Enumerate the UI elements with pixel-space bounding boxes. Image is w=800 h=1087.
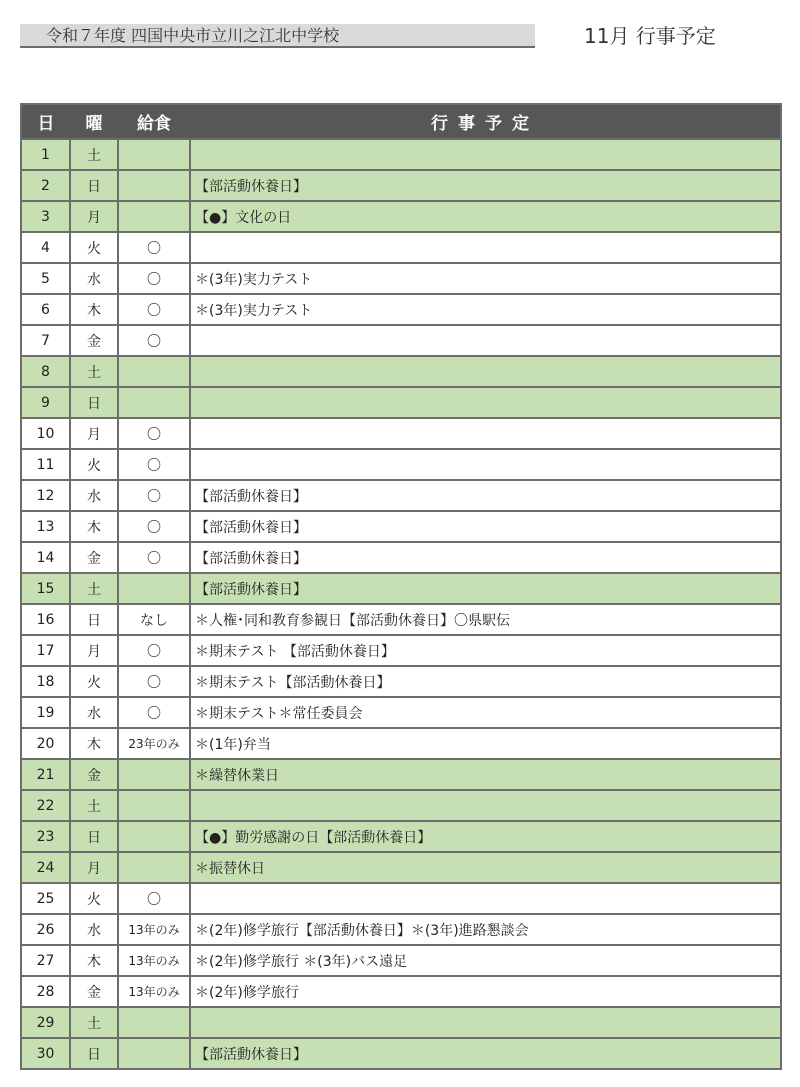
table-row — [21, 387, 781, 418]
weekday-cell: 月 — [70, 852, 118, 883]
day-cell: 8 — [21, 356, 70, 387]
event-cell — [190, 1007, 781, 1038]
table-row — [21, 480, 781, 511]
event-cell: 【部活動休養日】 — [190, 480, 781, 511]
lunch-cell — [118, 139, 190, 170]
table-row — [21, 263, 781, 294]
table-row — [21, 635, 781, 666]
weekday-cell: 火 — [70, 449, 118, 480]
table-row — [21, 852, 781, 883]
event-cell: ＊(2年)修学旅行【部活動休養日】＊(3年)進路懇談会 — [190, 914, 781, 945]
day-cell: 1 — [21, 139, 70, 170]
event-cell: ＊人権･同和教育参観日【部活動休養日】〇県駅伝 — [190, 604, 781, 635]
table-row — [21, 976, 781, 1007]
weekday-cell: 月 — [70, 201, 118, 232]
weekday-cell: 土 — [70, 139, 118, 170]
lunch-cell: 13年のみ — [118, 945, 190, 976]
lunch-cell: 23年のみ — [118, 728, 190, 759]
lunch-cell: 〇 — [118, 883, 190, 914]
table-row — [21, 232, 781, 263]
column-header-event: 行事予定 — [190, 104, 781, 139]
event-cell: 【●】文化の日 — [190, 201, 781, 232]
event-cell — [190, 790, 781, 821]
lunch-cell: 13年のみ — [118, 914, 190, 945]
weekday-cell: 金 — [70, 976, 118, 1007]
lunch-cell: 〇 — [118, 294, 190, 325]
column-header-lunch: 給食 — [118, 104, 190, 139]
table-row — [21, 1038, 781, 1069]
day-cell: 26 — [21, 914, 70, 945]
event-cell: ＊(1年)弁当 — [190, 728, 781, 759]
weekday-cell: 日 — [70, 821, 118, 852]
lunch-cell: 〇 — [118, 697, 190, 728]
weekday-cell: 木 — [70, 294, 118, 325]
day-cell: 14 — [21, 542, 70, 573]
lunch-cell — [118, 1038, 190, 1069]
weekday-cell: 日 — [70, 170, 118, 201]
lunch-cell — [118, 1007, 190, 1038]
day-cell: 25 — [21, 883, 70, 914]
day-cell: 21 — [21, 759, 70, 790]
day-cell: 7 — [21, 325, 70, 356]
table-row — [21, 170, 781, 201]
day-cell: 29 — [21, 1007, 70, 1038]
weekday-cell: 木 — [70, 728, 118, 759]
table-row — [21, 573, 781, 604]
lunch-cell — [118, 201, 190, 232]
lunch-cell — [118, 170, 190, 201]
day-cell: 4 — [21, 232, 70, 263]
table-body — [21, 139, 781, 1069]
weekday-cell: 金 — [70, 542, 118, 573]
table-row — [21, 945, 781, 976]
day-cell: 16 — [21, 604, 70, 635]
day-cell: 10 — [21, 418, 70, 449]
table-row — [21, 728, 781, 759]
event-cell: ＊期末テスト【部活動休養日】 — [190, 666, 781, 697]
table-header-row — [21, 104, 781, 139]
table-row — [21, 790, 781, 821]
table-row — [21, 542, 781, 573]
weekday-cell: 水 — [70, 914, 118, 945]
table-row — [21, 511, 781, 542]
table-row — [21, 821, 781, 852]
lunch-cell: 〇 — [118, 480, 190, 511]
lunch-cell — [118, 759, 190, 790]
day-cell: 3 — [21, 201, 70, 232]
lunch-cell: 〇 — [118, 418, 190, 449]
event-cell: ＊振替休日 — [190, 852, 781, 883]
weekday-cell: 火 — [70, 883, 118, 914]
table-row — [21, 294, 781, 325]
day-cell: 6 — [21, 294, 70, 325]
event-cell: 【●】勤労感謝の日【部活動休養日】 — [190, 821, 781, 852]
lunch-cell: 〇 — [118, 542, 190, 573]
event-cell — [190, 449, 781, 480]
table-row — [21, 666, 781, 697]
event-cell: ＊期末テスト 【部活動休養日】 — [190, 635, 781, 666]
table-row — [21, 418, 781, 449]
lunch-cell — [118, 573, 190, 604]
lunch-cell: 13年のみ — [118, 976, 190, 1007]
day-cell: 24 — [21, 852, 70, 883]
table-row — [21, 1007, 781, 1038]
event-cell: ＊(3年)実力テスト — [190, 263, 781, 294]
lunch-cell — [118, 790, 190, 821]
lunch-cell — [118, 387, 190, 418]
event-cell — [190, 418, 781, 449]
lunch-cell — [118, 821, 190, 852]
weekday-cell: 金 — [70, 759, 118, 790]
table-row — [21, 325, 781, 356]
weekday-cell: 月 — [70, 635, 118, 666]
day-cell: 18 — [21, 666, 70, 697]
day-cell: 20 — [21, 728, 70, 759]
table-row — [21, 604, 781, 635]
lunch-cell: 〇 — [118, 232, 190, 263]
day-cell: 22 — [21, 790, 70, 821]
table-row — [21, 139, 781, 170]
lunch-cell: 〇 — [118, 449, 190, 480]
day-cell: 19 — [21, 697, 70, 728]
day-cell: 12 — [21, 480, 70, 511]
weekday-cell: 土 — [70, 356, 118, 387]
weekday-cell: 金 — [70, 325, 118, 356]
weekday-cell: 日 — [70, 1038, 118, 1069]
event-cell: 【部活動休養日】 — [190, 170, 781, 201]
weekday-cell: 月 — [70, 418, 118, 449]
day-cell: 15 — [21, 573, 70, 604]
table-row — [21, 697, 781, 728]
day-cell: 17 — [21, 635, 70, 666]
day-cell: 11 — [21, 449, 70, 480]
table-row — [21, 449, 781, 480]
table-row — [21, 759, 781, 790]
day-cell: 30 — [21, 1038, 70, 1069]
event-cell: ＊繰替休業日 — [190, 759, 781, 790]
lunch-cell: 〇 — [118, 635, 190, 666]
weekday-cell: 日 — [70, 387, 118, 418]
lunch-cell: 〇 — [118, 511, 190, 542]
lunch-cell — [118, 852, 190, 883]
event-cell — [190, 325, 781, 356]
day-cell: 27 — [21, 945, 70, 976]
lunch-cell: 〇 — [118, 263, 190, 294]
event-cell: ＊(2年)修学旅行 — [190, 976, 781, 1007]
lunch-cell: なし — [118, 604, 190, 635]
lunch-cell: 〇 — [118, 666, 190, 697]
table-row — [21, 201, 781, 232]
weekday-cell: 水 — [70, 263, 118, 294]
weekday-cell: 火 — [70, 666, 118, 697]
weekday-cell: 木 — [70, 945, 118, 976]
event-cell: 【部活動休養日】 — [190, 511, 781, 542]
school-title-bar — [20, 24, 535, 48]
event-cell: 【部活動休養日】 — [190, 542, 781, 573]
day-cell: 2 — [21, 170, 70, 201]
event-cell — [190, 232, 781, 263]
event-cell — [190, 139, 781, 170]
weekday-cell: 土 — [70, 790, 118, 821]
weekday-cell: 火 — [70, 232, 118, 263]
event-cell — [190, 883, 781, 914]
weekday-cell: 木 — [70, 511, 118, 542]
event-cell: 【部活動休養日】 — [190, 1038, 781, 1069]
weekday-cell: 土 — [70, 573, 118, 604]
day-cell: 9 — [21, 387, 70, 418]
column-header-day: 日 — [21, 104, 70, 139]
event-cell — [190, 356, 781, 387]
school-title: 令和７年度 四国中央市立川之江北中学校 — [46, 26, 340, 45]
day-cell: 28 — [21, 976, 70, 1007]
weekday-cell: 水 — [70, 697, 118, 728]
lunch-cell — [118, 356, 190, 387]
day-cell: 5 — [21, 263, 70, 294]
column-header-weekday: 曜 — [70, 104, 118, 139]
event-cell: ＊(2年)修学旅行 ＊(3年)バス遠足 — [190, 945, 781, 976]
day-cell: 23 — [21, 821, 70, 852]
weekday-cell: 日 — [70, 604, 118, 635]
day-cell: 13 — [21, 511, 70, 542]
month-title: 11月 行事予定 — [584, 24, 716, 48]
schedule-table — [20, 103, 782, 1070]
weekday-cell: 水 — [70, 480, 118, 511]
weekday-cell: 土 — [70, 1007, 118, 1038]
table-row — [21, 914, 781, 945]
event-cell: ＊期末テスト＊常任委員会 — [190, 697, 781, 728]
event-cell — [190, 387, 781, 418]
table-row — [21, 356, 781, 387]
event-cell: 【部活動休養日】 — [190, 573, 781, 604]
table-row — [21, 883, 781, 914]
lunch-cell: 〇 — [118, 325, 190, 356]
event-cell: ＊(3年)実力テスト — [190, 294, 781, 325]
